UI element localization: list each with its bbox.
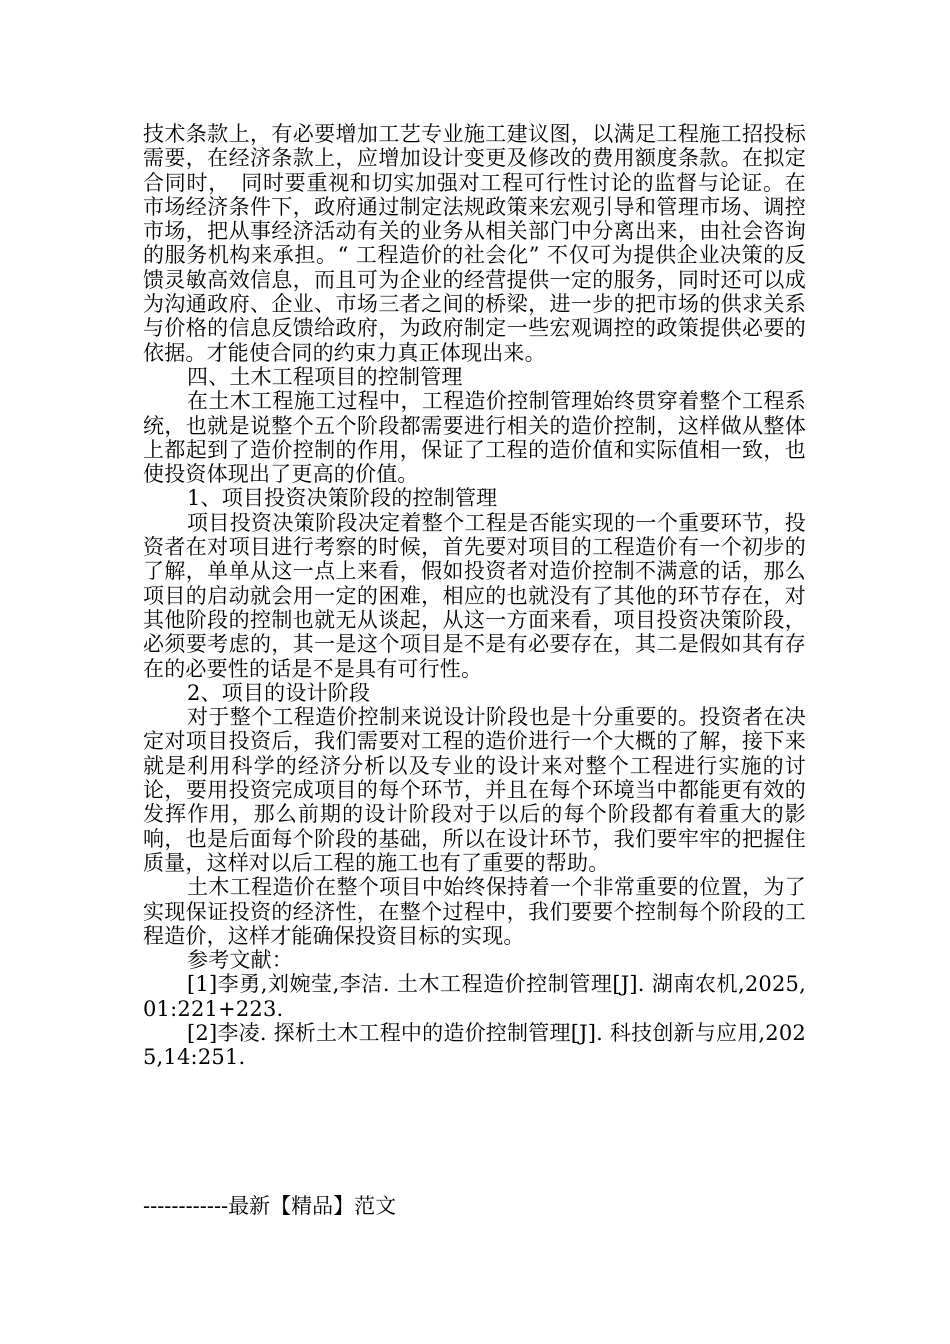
body-paragraph: 在土木工程施工过程中，工程造价控制管理始终贯穿着整个工程系统，也就是说整个五个阶段都需要进行相关的造价控制，这样做从整体上都起到了造价控制的作用，保证了工程的造价值和实际值相一致，也使投资体现出了更高的价值。 <box>143 389 806 487</box>
references-heading: 参考文献： <box>187 948 293 973</box>
section-heading: 四、土木工程项目的控制管理 <box>187 364 463 389</box>
subsection-heading: 1、项目投资决策阶段的控制管理 <box>187 486 498 511</box>
body-paragraph: 对于整个工程造价控制来说设计阶段也是十分重要的。投资者在决定对项目投资后，我们需要对工程的造价进行一个大概的了解，接下来就是利用科学的经济分析以及专业的设计来对整个工程进行实施的讨论，要用投资完成项目的每个环节，并且在每个环境当中都能更有效的发挥作用，那么前期的设计阶段对于以后的每个阶段都有着重大的影响，也是后面每个阶段的基础，所以在设计环节，我们要牢牢的把握住质量，这样对以后工程的施工也有了重要的帮助。 <box>143 705 806 875</box>
body-paragraph: 土木工程造价在整个项目中始终保持着一个非常重要的位置，为了实现保证投资的经济性，在整个过程中，我们要要个控制每个阶段的工程造价，这样才能确保投资目标的实现。 <box>143 875 806 948</box>
reference-item: [2]李凌. 探析土木工程中的造价控制管理[J]. 科技创新与应用,2025,14:251. <box>143 1020 806 1070</box>
body-paragraph: 项目投资决策阶段决定着整个工程是否能实现的一个重要环节，投资者在对项目进行考察的时候，首先要对项目的工程造价有一个初步的了解，单单从这一点上来看，假如投资者对造价控制不满意的话，那么项目的启动就会用一定的困难，相应的也就没有了其他的环节存在，对其他阶段的控制也就无从谈起，从这一方面来看，项目投资决策阶段，必须要考虑的，其一是这个项目是不是有必要存在，其二是假如其有存在的必要性的话是不是具有可行性。 <box>143 510 806 681</box>
document-body <box>143 122 806 1070</box>
body-paragraph: 技术条款上，有必要增加工艺专业施工建议图，以满足工程施工招投标需要，在经济条款上，应增加设计变更及修改的费用额度条款。在拟定合同时， 同时要重视和切实加强对工程可行性讨论的监督与论证。在市场经济条件下，政府通过制定法规政策来宏观引导和管理市场、调控市场，把从事经济活动有关的业务从相关部门中分离出来，由社会咨询的服务机构来承担。“ 工程造价的社会化” 不仅可为提供企业决策的反馈灵敏高效信息，而且可为企业的经营提供一定的服务，同时还可以成为沟通政府、企业、市场三者之间的桥梁，进一步的把市场的供求关系与价格的信息反馈给政府，为政府制定一些宏观调控的政策提供必要的依据。才能使合同的约束力真正体现出来。 <box>143 122 806 365</box>
reference-item: [1]李勇,刘婉莹,李洁. 土木工程造价控制管理[J]. 湖南农机,2025,01:221+223. <box>143 972 806 1021</box>
subsection-heading: 2、项目的设计阶段 <box>187 680 371 705</box>
page-footer: ------------最新【精品】范文 <box>143 1194 397 1218</box>
